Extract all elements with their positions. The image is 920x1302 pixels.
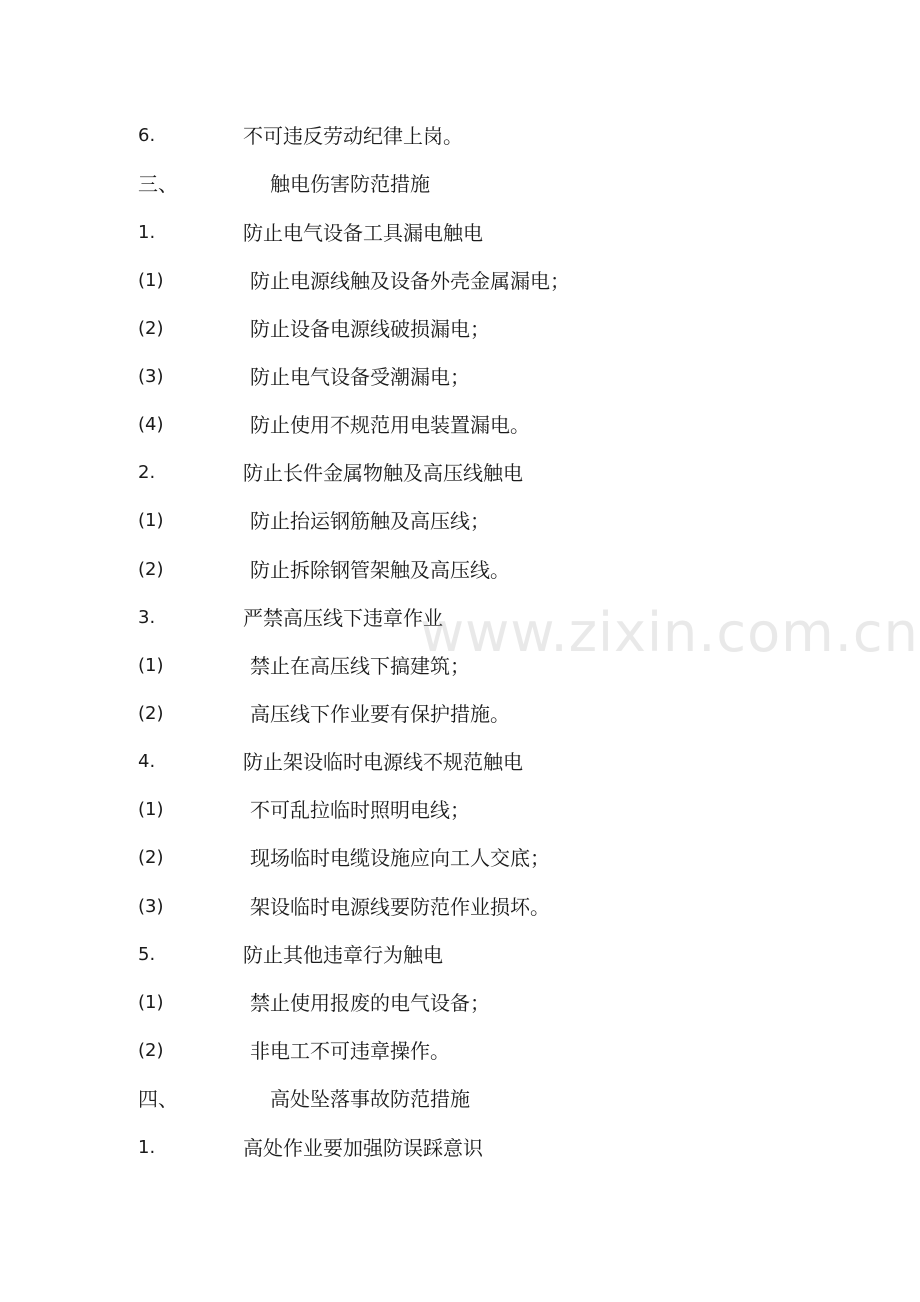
sub-item (0, 261, 920, 301)
sub-item-text: 高压线下作业要有保护措施。 (250, 702, 510, 726)
item-text: 不可违反劳动纪律上岗。 (243, 124, 463, 148)
sub-item-number: (1) (138, 799, 164, 820)
sub-item-number: (2) (138, 318, 164, 339)
sub-item (0, 501, 920, 541)
item-number: 3. (138, 607, 156, 628)
sub-item (0, 790, 920, 830)
sub-item-text: 防止电源线触及设备外壳金属漏电； (250, 269, 570, 293)
list-item (0, 213, 920, 253)
item-text: 防止电气设备工具漏电触电 (243, 221, 483, 245)
sub-item-number: (1) (138, 992, 164, 1013)
section-heading (0, 164, 920, 204)
sub-item (0, 887, 920, 927)
sub-item (0, 983, 920, 1023)
sub-item-text: 禁止在高压线下搞建筑； (250, 654, 470, 678)
sub-item-text: 防止使用不规范用电装置漏电。 (250, 413, 530, 437)
item-number: 5. (138, 944, 156, 965)
sub-item (0, 838, 920, 878)
sub-item-text: 不可乱拉临时照明电线； (250, 798, 470, 822)
list-item (0, 935, 920, 975)
sub-item-text: 防止设备电源线破损漏电； (250, 317, 490, 341)
sub-item-text: 禁止使用报废的电气设备； (250, 991, 490, 1015)
sub-item-number: (1) (138, 510, 164, 531)
item-number: 1. (138, 1137, 156, 1158)
sub-item-text: 防止电气设备受潮漏电； (250, 365, 470, 389)
section-heading (0, 1079, 920, 1119)
sub-item-text: 防止抬运钢筋触及高压线； (250, 509, 490, 533)
item-text: 防止架设临时电源线不规范触电 (243, 750, 523, 774)
sub-item-text: 架设临时电源线要防范作业损坏。 (250, 895, 550, 919)
item-number: 1. (138, 222, 156, 243)
watermark: www.zixin.com.cn (420, 601, 919, 664)
sub-item-text: 现场临时电缆设施应向工人交底； (250, 846, 550, 870)
sub-item-number: (2) (138, 559, 164, 580)
sub-item-number: (2) (138, 703, 164, 724)
item-text: 防止长件金属物触及高压线触电 (243, 461, 523, 485)
list-item (0, 116, 920, 156)
sub-item (0, 694, 920, 734)
sub-item (0, 309, 920, 349)
list-item (0, 742, 920, 782)
section-number: 四、 (138, 1087, 178, 1111)
sub-item-number: (1) (138, 655, 164, 676)
list-item (0, 1128, 920, 1168)
section-title: 高处坠落事故防范措施 (270, 1087, 470, 1111)
item-number: 2. (138, 462, 156, 483)
item-text: 高处作业要加强防误踩意识 (243, 1136, 483, 1160)
sub-item (0, 1031, 920, 1071)
item-text: 严禁高压线下违章作业 (243, 606, 443, 630)
sub-item-text: 非电工不可违章操作。 (250, 1039, 450, 1063)
section-number: 三、 (138, 172, 178, 196)
item-text: 防止其他违章行为触电 (243, 943, 443, 967)
list-item (0, 453, 920, 493)
item-number: 4. (138, 751, 156, 772)
sub-item-text: 防止拆除钢管架触及高压线。 (250, 558, 510, 582)
sub-item-number: (3) (138, 366, 164, 387)
sub-item (0, 550, 920, 590)
sub-item (0, 357, 920, 397)
item-number: 6. (138, 125, 156, 146)
sub-item-number: (2) (138, 1040, 164, 1061)
sub-item-number: (1) (138, 270, 164, 291)
section-title: 触电伤害防范措施 (270, 172, 430, 196)
sub-item (0, 405, 920, 445)
sub-item-number: (3) (138, 896, 164, 917)
sub-item-number: (4) (138, 414, 164, 435)
sub-item-number: (2) (138, 847, 164, 868)
